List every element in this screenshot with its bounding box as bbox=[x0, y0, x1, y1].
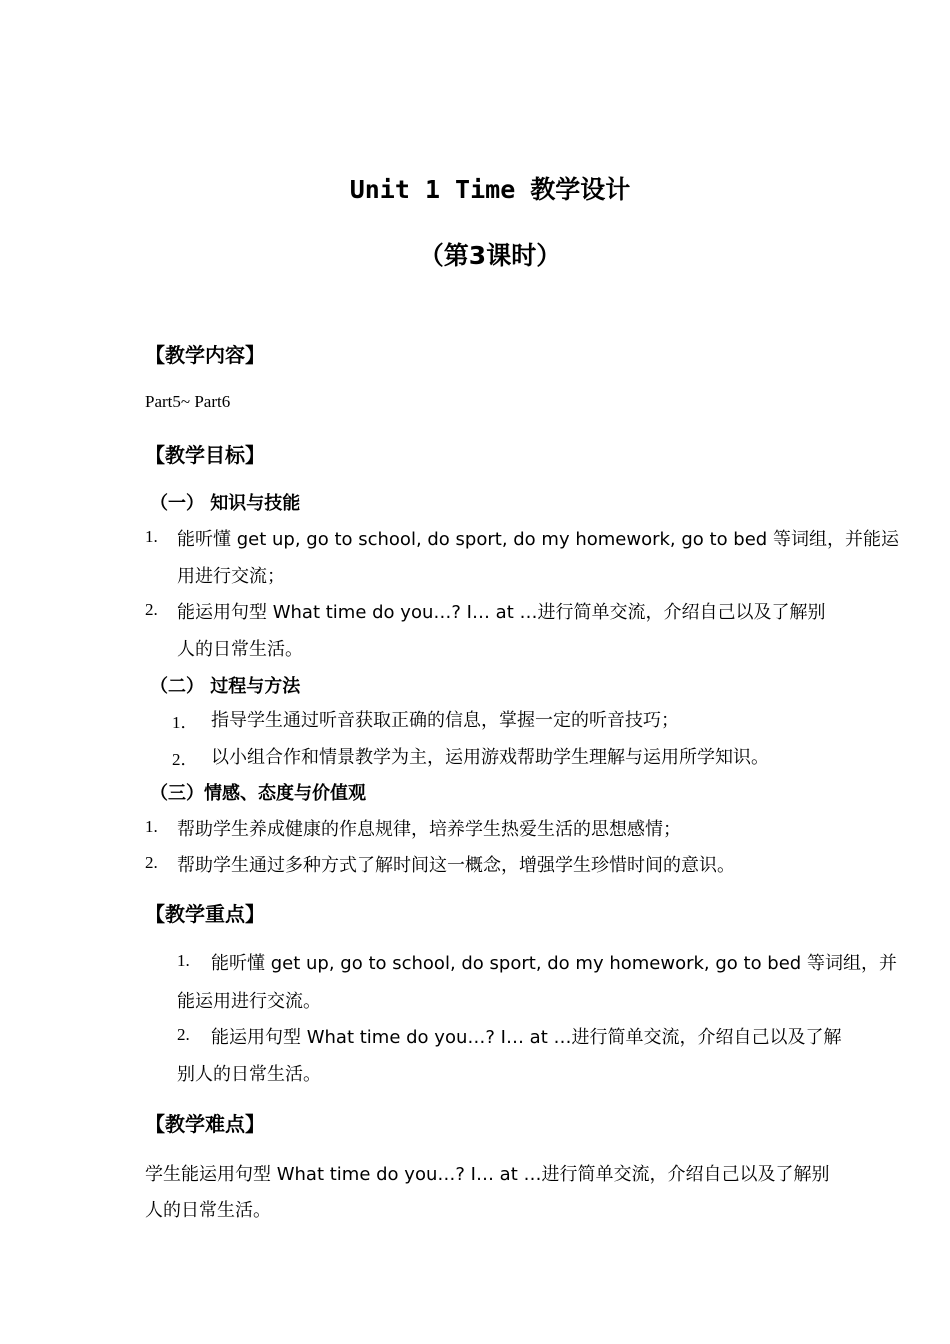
list-number: 1. bbox=[145, 817, 158, 836]
list-number: 2. bbox=[177, 1025, 190, 1044]
section-heading-content: 【教学内容】 bbox=[145, 343, 265, 367]
difficulty-text: 学生能运用句型 What time do you…? I… at …进行简单交流，介绍自己以及了解别 bbox=[145, 1164, 830, 1185]
list-item-text: 帮助学生养成健康的作息规律，培养学生热爱生活的思想感情； bbox=[177, 819, 681, 840]
content-text: Part5~ Part6 bbox=[145, 392, 231, 411]
subsection-title-attitude: （三）情感、态度与价值观 bbox=[150, 783, 366, 804]
list-item-text-cont: 人的日常生活。 bbox=[177, 639, 303, 660]
list-item-text: 能运用句型 What time do you…? I… at …进行简单交流，介绍自己以及了解别 bbox=[177, 602, 826, 623]
list-number: 1. bbox=[177, 951, 190, 970]
list-item-text: 能运用句型 What time do you…? I… at …进行简单交流，介绍自己以及了解 bbox=[211, 1027, 842, 1048]
list-item-text: 指导学生通过听音获取正确的信息，掌握一定的听音技巧； bbox=[211, 710, 679, 731]
section-heading-key: 【教学重点】 bbox=[145, 902, 265, 926]
list-item-text: 能听懂 get up, go to school, do sport, do my homework, go to bed 等词组，并能运 bbox=[177, 529, 899, 550]
subsection-title-process: （二） 过程与方法 bbox=[150, 676, 301, 697]
section-heading-difficulty: 【教学难点】 bbox=[145, 1112, 265, 1136]
list-item-text: 能听懂 get up, go to school, do sport, do my homework, go to bed 等词组，并 bbox=[211, 953, 897, 974]
list-number: 1． bbox=[172, 713, 198, 732]
list-number: 2. bbox=[145, 600, 158, 619]
list-number: 2． bbox=[172, 750, 198, 769]
document-subtitle: （第3课时） bbox=[418, 241, 562, 270]
list-number: 1. bbox=[145, 527, 158, 546]
list-number: 2. bbox=[145, 853, 158, 872]
list-item-text: 以小组合作和情景教学为主，运用游戏帮助学生理解与运用所学知识。 bbox=[211, 747, 769, 768]
document-title: Unit 1 Time 教学设计 bbox=[349, 175, 631, 204]
list-item-text-cont: 别人的日常生活。 bbox=[177, 1064, 321, 1085]
subsection-title-knowledge: （一） 知识与技能 bbox=[150, 493, 301, 514]
difficulty-text-cont: 人的日常生活。 bbox=[145, 1200, 271, 1221]
list-item-text: 帮助学生通过多种方式了解时间这一概念，增强学生珍惜时间的意识。 bbox=[177, 855, 735, 876]
list-item-text-cont: 能运用进行交流。 bbox=[177, 991, 321, 1012]
list-item-text-cont: 用进行交流； bbox=[177, 566, 285, 587]
section-heading-goals: 【教学目标】 bbox=[145, 443, 265, 467]
